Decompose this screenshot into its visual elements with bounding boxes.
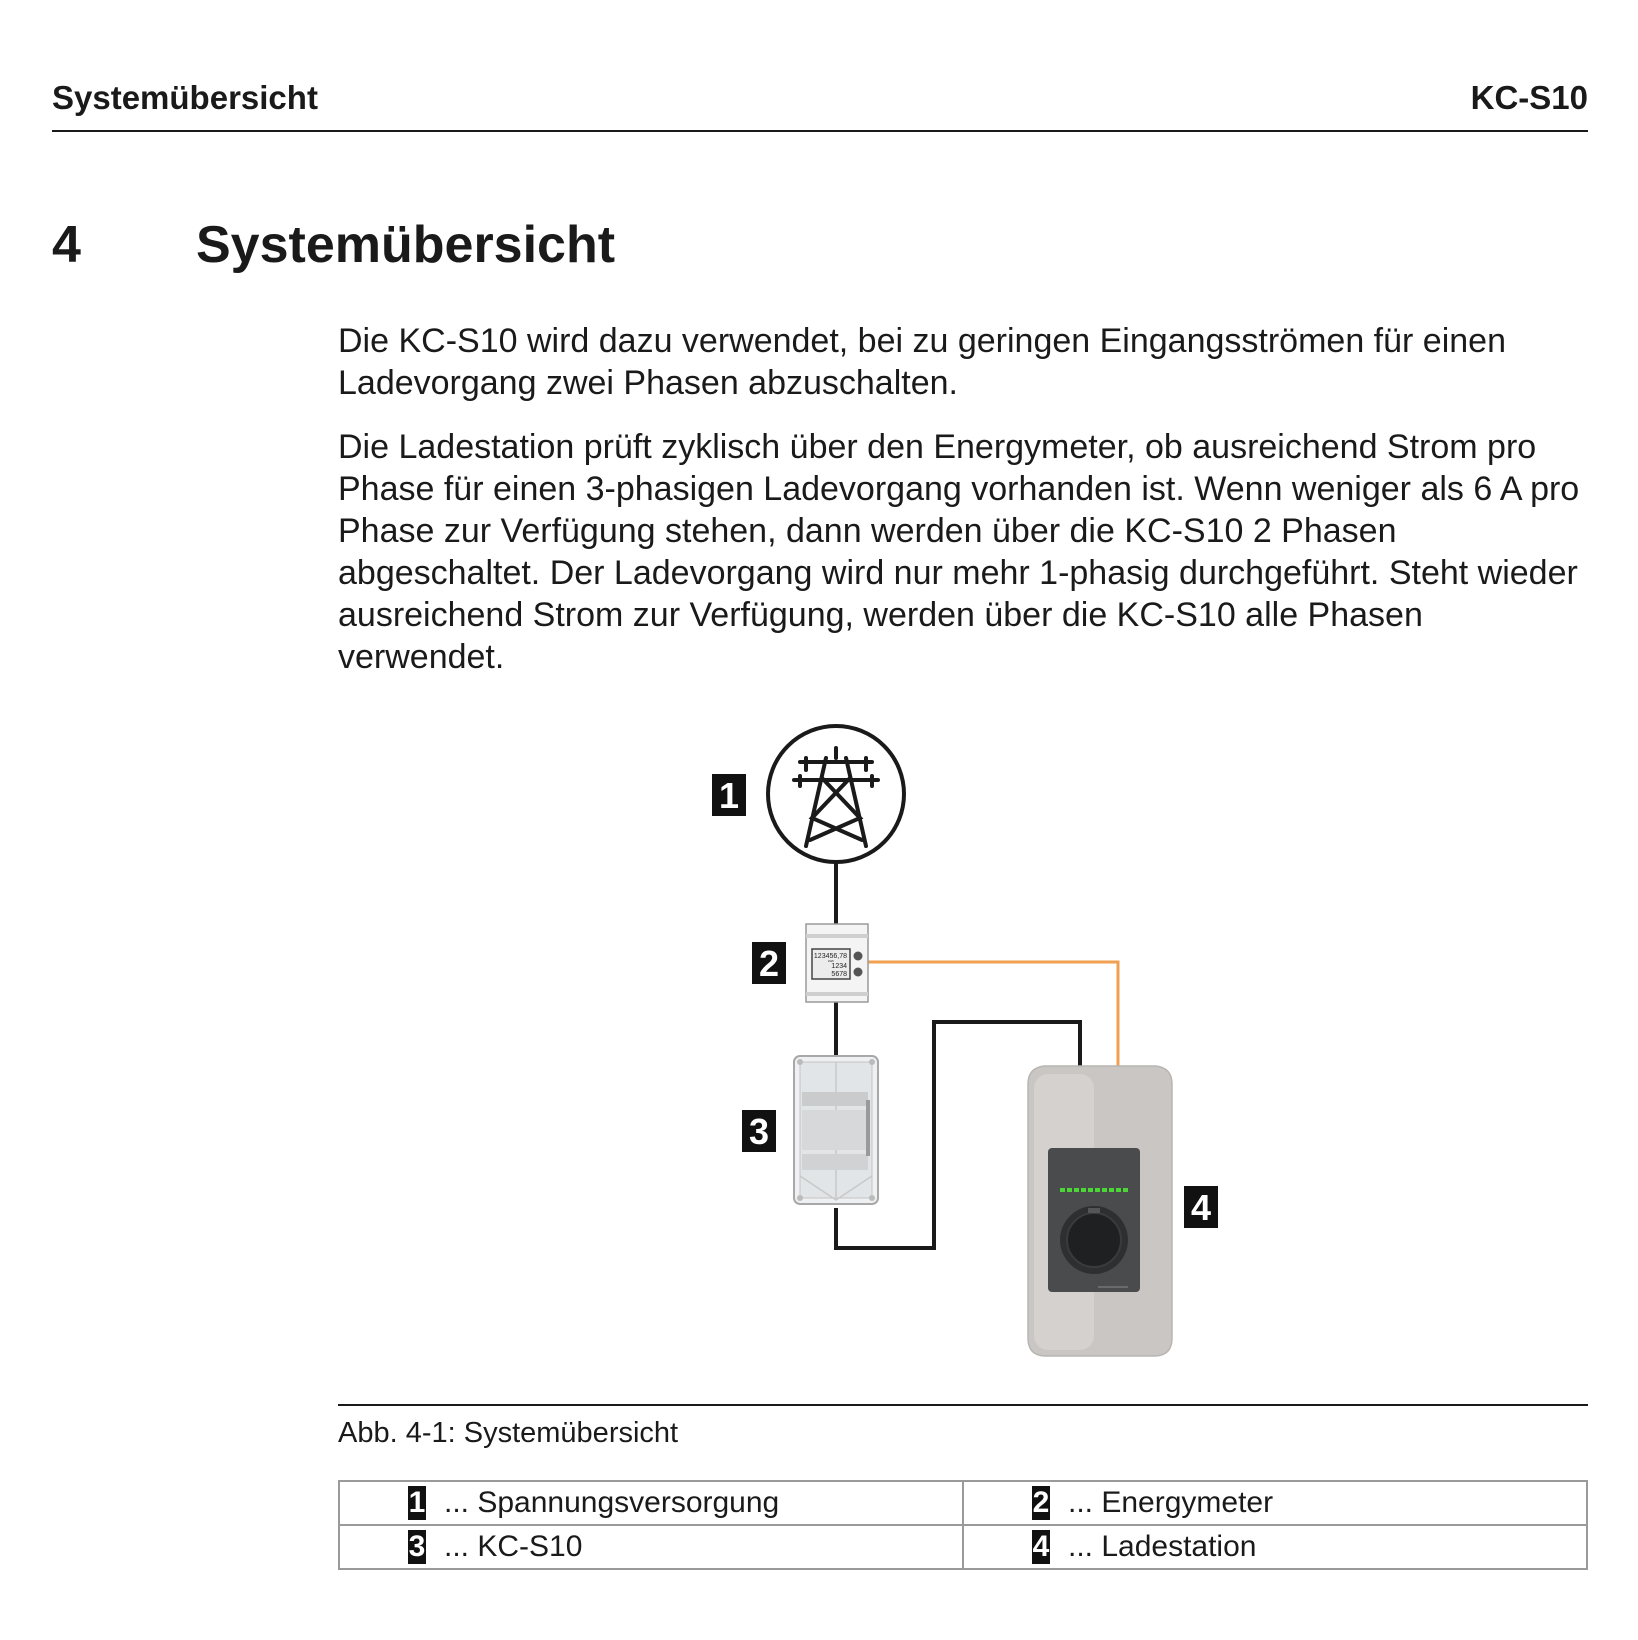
- legend-key: 2: [1032, 1486, 1050, 1519]
- figure-marker-1: [712, 774, 746, 816]
- chapter-number: 4: [52, 216, 81, 274]
- legend-item: [963, 1481, 1587, 1525]
- table-row: [339, 1481, 1587, 1525]
- svg-text:4: 4: [1190, 1187, 1212, 1228]
- running-header-product: KC-S10: [1470, 79, 1588, 116]
- running-header: [52, 78, 1588, 132]
- legend-item: [963, 1525, 1587, 1569]
- legend-item: [339, 1481, 963, 1525]
- system-overview-diagram: [700, 718, 1240, 1378]
- legend-key: 1: [408, 1486, 426, 1519]
- chapter-title: Systemübersicht: [196, 216, 616, 274]
- legend-key: 3: [408, 1530, 426, 1563]
- running-header-section: Systemübersicht: [52, 79, 318, 116]
- legend-label: ... KC-S10: [444, 1530, 583, 1563]
- meter-display-line3: 5678: [831, 971, 847, 978]
- figure-legend-table: [338, 1480, 1588, 1570]
- legend-key: 4: [1032, 1530, 1050, 1563]
- svg-text:2: 2: [758, 943, 780, 984]
- paragraph-details: Die Ladestation prüft zyklisch über den Energymeter, ob ausreichend Strom pro Phase für einen 3-phasigen Ladevorgang vorhanden ist. Wenn weniger als 6 A pro Phase zur Verfügung stehen, dann werden über die KC-S10 2 Phasen abgeschaltet. Der Ladevorgang wird nur mehr 1-phasig durchgeführt. Steht wieder ausreichend Strom zur Verfügung, werden über die KC-S10 alle Phasen verwendet.: [338, 428, 1580, 676]
- svg-text:1: 1: [718, 775, 740, 816]
- figure-marker-3: [742, 1110, 776, 1152]
- paragraph-intro: Die KC-S10 wird dazu verwendet, bei zu geringen Eingangsströmen für einen Ladevorgang zwei Phasen abzuschalten.: [338, 322, 1506, 402]
- svg-text:3: 3: [748, 1111, 770, 1152]
- legend-label: ... Spannungsversorgung: [444, 1486, 780, 1519]
- power-pylon-icon: [768, 726, 904, 862]
- kc-s10-enclosure: [794, 1056, 878, 1204]
- meter-display-line1: 123456,78: [813, 953, 847, 960]
- legend-label: ... Ladestation: [1068, 1530, 1257, 1563]
- meter-display-unit: kWh: [828, 959, 834, 963]
- table-row: [339, 1525, 1587, 1569]
- figure-caption: Abb. 4-1: Systemübersicht: [338, 1417, 679, 1449]
- charging-station-device: [1028, 1066, 1172, 1356]
- legend-item: [339, 1525, 963, 1569]
- meter-display-line2: 1234: [831, 963, 847, 970]
- figure-divider: [338, 1404, 1588, 1406]
- energy-meter-device: [806, 924, 868, 1002]
- legend-label: ... Energymeter: [1068, 1486, 1274, 1519]
- figure-marker-2: [752, 942, 786, 984]
- figure-marker-4: [1184, 1186, 1218, 1228]
